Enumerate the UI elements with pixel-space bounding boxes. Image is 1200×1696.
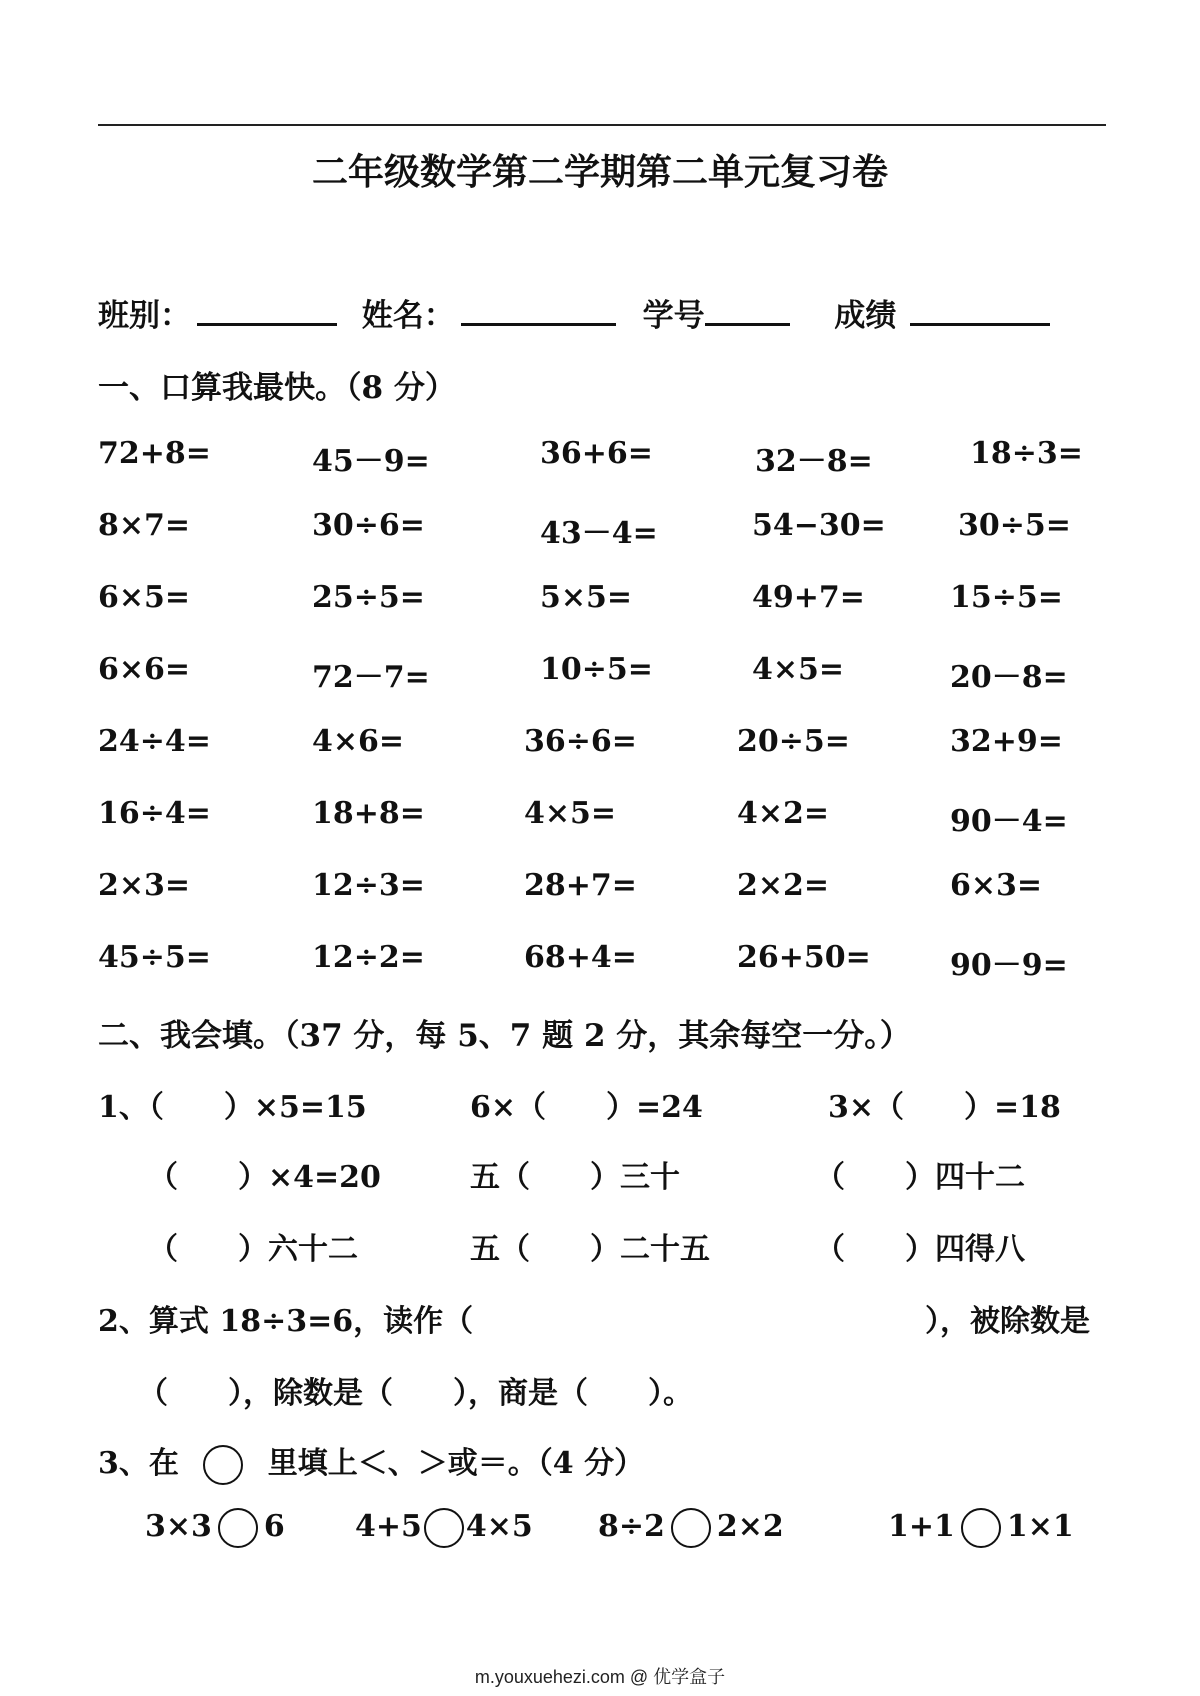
q1-r2-c2: 五（ ）三十 <box>470 1160 680 1195</box>
calc-item: 4×5= <box>752 652 845 687</box>
compare-item-1 <box>145 1508 285 1548</box>
footer-watermark: m.youxuehezi.com @ 优学盒子 <box>474 1667 726 1687</box>
calc-item: 72+8= <box>98 436 211 471</box>
compare-circle[interactable] <box>961 1508 1001 1548</box>
calc-item: 12÷3= <box>312 868 425 903</box>
q2-line1-right: ），被除数是 <box>925 1304 1090 1339</box>
calc-item: 32－8= <box>755 444 873 479</box>
calc-item: 30÷6= <box>312 508 425 543</box>
calc-item: 26+50= <box>737 940 871 975</box>
q1-r2-c3: （ ）四十二 <box>815 1160 1025 1195</box>
compare-item-3 <box>598 1508 784 1548</box>
score-label: 成绩 <box>834 298 897 334</box>
compare-left: 8÷2 <box>598 1509 665 1544</box>
calc-item: 30÷5= <box>958 508 1071 543</box>
q3-instruction <box>98 1438 644 1485</box>
calc-item: 15÷5= <box>950 580 1063 615</box>
section1-heading: 一、口算我最快。（8 分） <box>98 370 456 406</box>
compare-left: 3×3 <box>145 1509 212 1544</box>
page-title: 二年级数学第二学期第二单元复习卷 <box>311 151 888 193</box>
calc-item: 36÷6= <box>524 724 637 759</box>
compare-circle[interactable] <box>671 1508 711 1548</box>
calc-item: 24÷4= <box>98 724 211 759</box>
q1-r3-c3: （ ）四得八 <box>815 1232 1025 1267</box>
name-label: 姓名： <box>361 298 455 334</box>
q1-r3-c2: 五（ ）二十五 <box>470 1232 710 1267</box>
calc-item: 68+4= <box>524 940 637 975</box>
compare-right: 6 <box>263 1509 285 1544</box>
calc-item: 2×3= <box>98 868 191 903</box>
top-rule <box>98 124 1106 126</box>
class-label: 班别： <box>98 298 191 334</box>
compare-item-2 <box>355 1508 533 1548</box>
calc-item: 18÷3= <box>970 436 1083 471</box>
compare-right: 2×2 <box>716 1509 784 1544</box>
calc-item: 43－4= <box>540 516 658 551</box>
calc-item: 72－7= <box>312 660 430 695</box>
compare-circle[interactable] <box>218 1508 258 1548</box>
q2-line2: （ ），除数是（ ），商是（ ）。 <box>138 1376 693 1411</box>
calc-item: 54−30= <box>752 508 886 543</box>
calc-item: 4×6= <box>312 724 405 759</box>
calc-item: 45÷5= <box>98 940 211 975</box>
calc-item: 32+9= <box>950 724 1063 759</box>
calc-item: 5×5= <box>540 580 633 615</box>
number-label: 学号 <box>642 298 705 334</box>
compare-circle[interactable] <box>424 1508 464 1548</box>
info-line <box>98 290 1056 335</box>
calc-item: 20－8= <box>950 660 1068 695</box>
calc-item: 49+7= <box>752 580 865 615</box>
calc-item: 12÷2= <box>312 940 425 975</box>
q2-line1-left: 2、算式 18÷3=6，读作（ <box>98 1304 474 1339</box>
calc-item: 6×6= <box>98 652 191 687</box>
q1-r1-c3: 3×（ ）=18 <box>828 1090 1061 1125</box>
q1-r1-c2: 6×（ ）=24 <box>470 1090 703 1125</box>
compare-right: 1×1 <box>1006 1509 1074 1544</box>
calc-item: 6×5= <box>98 580 191 615</box>
q3-pre: 3、在 <box>98 1446 179 1481</box>
q1-r1-c1: 1、（ ）×5=15 <box>98 1090 367 1125</box>
calc-item: 4×2= <box>737 796 830 831</box>
calc-item: 20÷5= <box>737 724 850 759</box>
calc-item: 25÷5= <box>312 580 425 615</box>
compare-item-4 <box>888 1508 1074 1548</box>
score-blank[interactable] <box>910 293 1050 326</box>
q3-post: 里填上＜、＞或＝。（4 分） <box>267 1446 645 1481</box>
calc-item: 18+8= <box>312 796 425 831</box>
calc-item: 90－4= <box>950 804 1068 839</box>
class-blank[interactable] <box>197 293 337 326</box>
q1-r3-c1: （ ）六十二 <box>148 1232 358 1267</box>
compare-left: 4+5 <box>355 1509 422 1544</box>
calc-item: 90－9= <box>950 948 1068 983</box>
calc-item: 28+7= <box>524 868 637 903</box>
calc-item: 16÷4= <box>98 796 211 831</box>
calc-item: 45－9= <box>312 444 430 479</box>
calc-item: 36+6= <box>540 436 653 471</box>
calc-item: 2×2= <box>737 868 830 903</box>
circle-icon <box>203 1445 243 1485</box>
compare-right: 4×5 <box>465 1509 533 1544</box>
calc-item: 8×7= <box>98 508 191 543</box>
number-blank[interactable] <box>705 293 790 326</box>
calc-item: 6×3= <box>950 868 1043 903</box>
section2-heading: 二、我会填。（37 分，每 5、7 题 2 分，其余每空一分。） <box>98 1018 911 1054</box>
name-blank[interactable] <box>461 293 616 326</box>
compare-left: 1+1 <box>888 1509 955 1544</box>
calc-item: 10÷5= <box>540 652 653 687</box>
calc-item: 4×5= <box>524 796 617 831</box>
q1-r2-c1: （ ）×4=20 <box>148 1160 381 1195</box>
